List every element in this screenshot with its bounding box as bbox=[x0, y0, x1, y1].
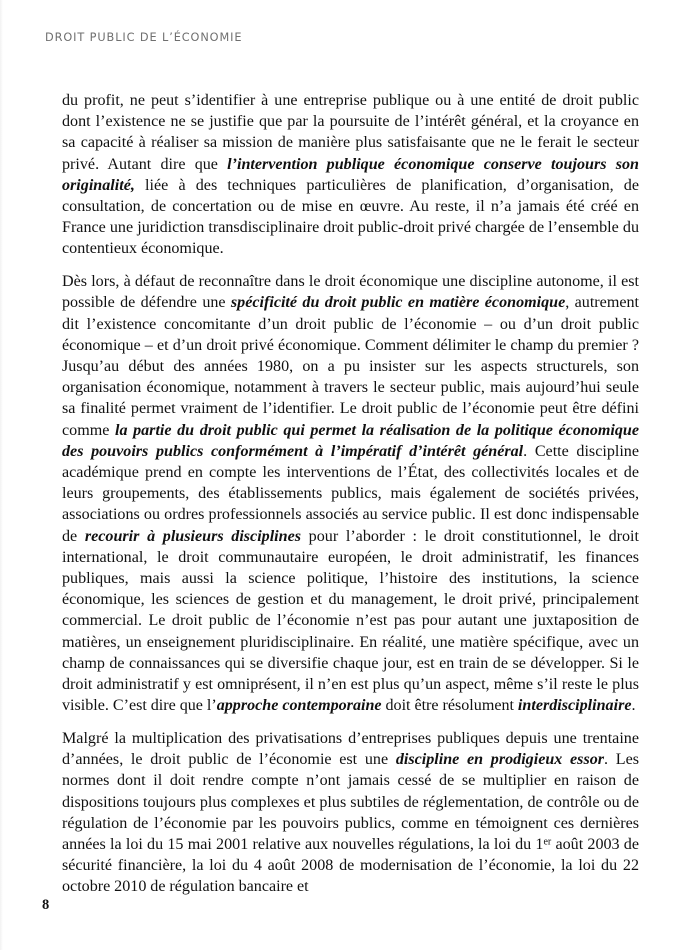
emphasis-phrase: discipline en prodigieux essor bbox=[395, 751, 605, 769]
text-run: Malgré la multiplication des privatisations d’entreprises publiques depuis une trentaine d’années, le droit public de l’économie est une bbox=[62, 729, 639, 769]
text-run: pour l’aborder : le droit constitutionnel, le droit international, le droit communautaire européen, le droit administratif, les finances publiques, mais aussi la science politique, l’histoire des institutions, la science économique, les sciences de gestion et du management, le droit privé, principalement commercial. Le droit public de l’économie n’est pas pour autant une juxtaposition de matières, un enseignement pluridisciplinaire. En réalité, une matière spécifique, avec un champ de connaissances qui se diversifie chaque jour, est en train de se développer. Si le droit administratif y est omniprésent, il n’en est plus qu’un aspect, même s’il reste le plus visible. C’est dire que l’ bbox=[62, 527, 639, 715]
text-run: du profit, ne peut s’identifier à une entreprise publique ou à une entité de droit public dont l’existence ne se justifie que par la poursuite de l’intérêt général, et la croyance en sa capacité à réaliser sa mission de manière plus satisfaisante que ne le ferait le secteur privé. Autant dire que bbox=[62, 92, 639, 173]
emphasis-phrase: spécificité du droit public en matière économique bbox=[230, 294, 566, 312]
ordinal-superscript: er bbox=[543, 836, 552, 848]
body-paragraph bbox=[62, 271, 639, 716]
text-run: . Les normes dont il doit rendre compte n’ont jamais cessé de se multiplier en raison de dispositions toujours plus complexes et plus subtiles de réglementation, de contrôle ou de régulation de l’économie par les pouvoirs publics, comme en témoignent ces dernières années la loi du 15 mai 2001 relative aux nouvelles régulations, la loi du 1 bbox=[62, 751, 639, 853]
text-run: . bbox=[631, 697, 636, 715]
emphasis-phrase: recourir à plusieurs disciplines bbox=[84, 527, 302, 545]
text-run: liée à des techniques particulières de planification, d’organisation, de consultation, de concertation ou de mise en œuvre. Au reste, il n’a jamais été créé en France une juridiction transdisciplinaire droit public-droit privé chargée de l’ensemble du contentieux économique. bbox=[62, 176, 639, 258]
text-run: . Cette discipline académique prend en compte les interventions de l’État, des collectivités locales et de leurs groupements, des établissements publics, mais également de sociétés privées, associations ou ordres professionnels associés au service public. Il est donc indispensable de bbox=[62, 442, 639, 545]
page-number: 8 bbox=[42, 896, 50, 913]
text-run: août 2003 de sécurité financière, la loi du 4 août 2008 de modernisation de l’économie, la loi du 22 octobre 2010 de régulation bancaire et bbox=[62, 835, 639, 896]
running-head: DROIT PUBLIC DE L’ÉCONOMIE bbox=[45, 31, 243, 44]
page-edge-shading bbox=[0, 0, 3, 950]
emphasis-phrase: approche contemporaine bbox=[216, 697, 382, 715]
body-paragraph bbox=[62, 90, 639, 260]
text-run: doit être résolument bbox=[381, 697, 518, 715]
emphasis-phrase: la partie du droit public qui permet la réalisation de la politique économique des pouvoirs publics conformément à l’impératif d’intérêt général bbox=[62, 421, 639, 460]
body-text-column bbox=[62, 90, 639, 898]
emphasis-phrase: interdisciplinaire bbox=[517, 697, 632, 715]
body-paragraph bbox=[62, 728, 639, 898]
emphasis-phrase: l’intervention publique économique conserve toujours son originalité, bbox=[62, 155, 639, 194]
text-run: , autrement dit l’existence concomitante d’un droit public de l’économie – ou d’un droit public économique – et d’un droit privé économique. Comment délimiter le champ du premier ? Jusqu’au début des années 1980, on a pu insister sur les aspects structurels, son organisation économique, notamment à travers le secteur public, mais aujourd’hui seule sa finalité permet vraiment de l’identifier. Le droit public de l’économie peut être défini comme bbox=[62, 294, 639, 439]
text-run: Dès lors, à défaut de reconnaître dans le droit économique une discipline autonome, il est possible de défendre une bbox=[62, 273, 639, 312]
